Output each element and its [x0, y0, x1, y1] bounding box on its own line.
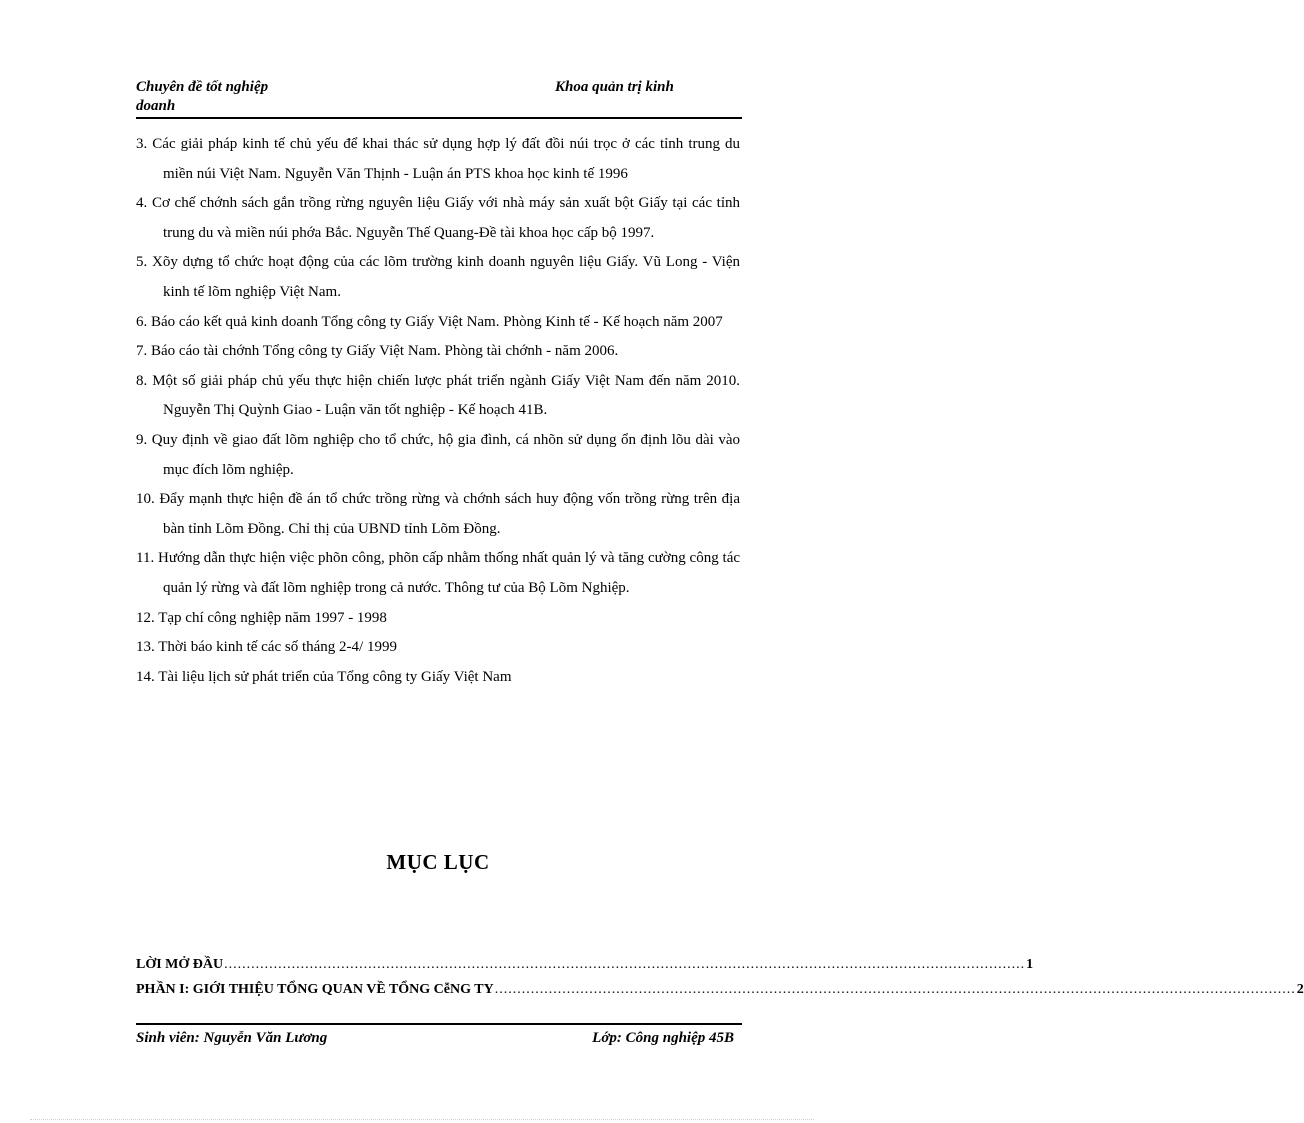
header-right-text: Khoa quản trị kinh	[555, 79, 674, 95]
reference-number: 11.	[136, 550, 155, 567]
reference-number: 12.	[136, 609, 155, 626]
header-rule	[136, 117, 742, 119]
reference-item	[136, 663, 740, 693]
toc-entry[interactable]	[136, 977, 1304, 1002]
reference-text: Quy định về giao đất lõm nghiệp cho tổ chức, hộ gia đình, cá nhõn sử dụng ổn định lõu dài vào mục đích lõm nghiệp.	[151, 431, 740, 478]
footer-right-text: Lớp: Công nghiệp 45B	[592, 1030, 734, 1046]
reference-text: Xõy dựng tổ chức hoạt động của các lõm trường kinh doanh nguyên liệu Giấy. Vũ Long - Viện kinh tế lõm nghiệp Việt Nam.	[152, 254, 741, 300]
reference-number: 7.	[136, 343, 148, 360]
reference-number: 10.	[136, 491, 155, 508]
toc-entry[interactable]	[136, 952, 1034, 977]
toc-leader-dots: ..................................................................................................................................................................................	[494, 982, 1296, 997]
table-of-contents	[136, 952, 1304, 1002]
toc-leader-dots: ..................................................................................................................................................................................	[224, 957, 1026, 972]
reference-text: Hướng dẫn thực hiện việc phõn công, phõn cấp nhằm thống nhất quản lý và tăng cường công tác quản lý rừng và đất lõm nghiệp trong cả nước. Thông tư của Bộ Lõm Nghiệp.	[158, 550, 741, 596]
reference-text: Các giải pháp kinh tế chủ yếu để khai thác sử dụng hợp lý đất đồi núi trọc ở các tỉnh trung du miền núi Việt Nam. Nguyễn Văn Thịnh - Luận án PTS khoa học kinh tế 1996	[152, 136, 740, 182]
toc-entry-label: PHẦN I: GIỚI THIỆU TỔNG QUAN VỀ TỔNG CễNG TY	[136, 982, 494, 997]
reference-item	[136, 189, 740, 248]
reference-text: Tạp chí công nghiệp năm 1997 - 1998	[158, 609, 387, 626]
page-header	[136, 78, 742, 118]
reference-item	[136, 248, 740, 307]
reference-item	[136, 308, 740, 338]
reference-text: Báo cáo tài chớnh Tổng công ty Giấy Việt Nam. Phòng tài chớnh - năm 2006.	[151, 343, 619, 360]
reference-number: 8.	[136, 372, 148, 389]
reference-number: 13.	[136, 639, 155, 656]
reference-item	[136, 426, 740, 485]
reference-number: 6.	[136, 313, 148, 330]
reference-item	[136, 485, 740, 544]
page-footer	[136, 1028, 742, 1050]
reference-text: Tài liệu lịch sử phát triển của Tổng công ty Giấy Việt Nam	[158, 668, 512, 685]
header-left-text: Chuyên đề tốt nghiệp doanh	[136, 79, 269, 114]
reference-text: Thời báo kinh tế các số tháng 2-4/ 1999	[158, 639, 397, 656]
reference-text: Báo cáo kết quả kinh doanh Tổng công ty Giấy Việt Nam. Phòng Kinh tế - Kế hoạch năm 2007	[151, 313, 723, 330]
footer-left-text: Sinh viên: Nguyễn Văn Lương	[136, 1030, 328, 1046]
reference-number: 4.	[136, 195, 148, 212]
page-bottom-border	[30, 1119, 814, 1120]
reference-text: Đẩy mạnh thực hiện đề án tổ chức trồng rừng và chớnh sách huy động vốn trồng rừng trên địa bàn tỉnh Lõm Đồng. Chỉ thị của UBND tỉnh Lõm Đồng.	[159, 491, 741, 537]
toc-entry-page: 2	[1296, 982, 1304, 997]
reference-number: 14.	[136, 668, 155, 685]
toc-entry-label: LỜI MỞ ĐẦU	[136, 957, 224, 972]
reference-number: 3.	[136, 136, 148, 152]
reference-item	[136, 367, 740, 426]
reference-list	[136, 130, 740, 692]
footer-rule	[136, 1023, 742, 1025]
reference-item	[136, 604, 740, 634]
toc-title: MỤC LỤC	[386, 850, 490, 874]
reference-number: 9.	[136, 431, 148, 448]
reference-number: 5.	[136, 254, 148, 271]
reference-item	[136, 633, 740, 663]
reference-item	[136, 544, 740, 603]
reference-text: Một số giải pháp chủ yếu thực hiện chiến lược phát triển ngành Giấy Việt Nam đến năm 2010. Nguyễn Thị Quỳnh Giao - Luận văn tốt nghiệp - Kế hoạch 41B.	[152, 372, 741, 419]
reference-text: Cơ chế chớnh sách gắn trồng rừng nguyên liệu Giấy với nhà máy sản xuất bột Giấy tại các tỉnh trung du và miền núi phớa Bắc. Nguyễn Thế Quang-Đề tài khoa học cấp bộ 1997.	[151, 195, 741, 241]
reference-item	[136, 130, 740, 189]
toc-entry-page: 1	[1026, 957, 1034, 972]
reference-item	[136, 337, 740, 367]
